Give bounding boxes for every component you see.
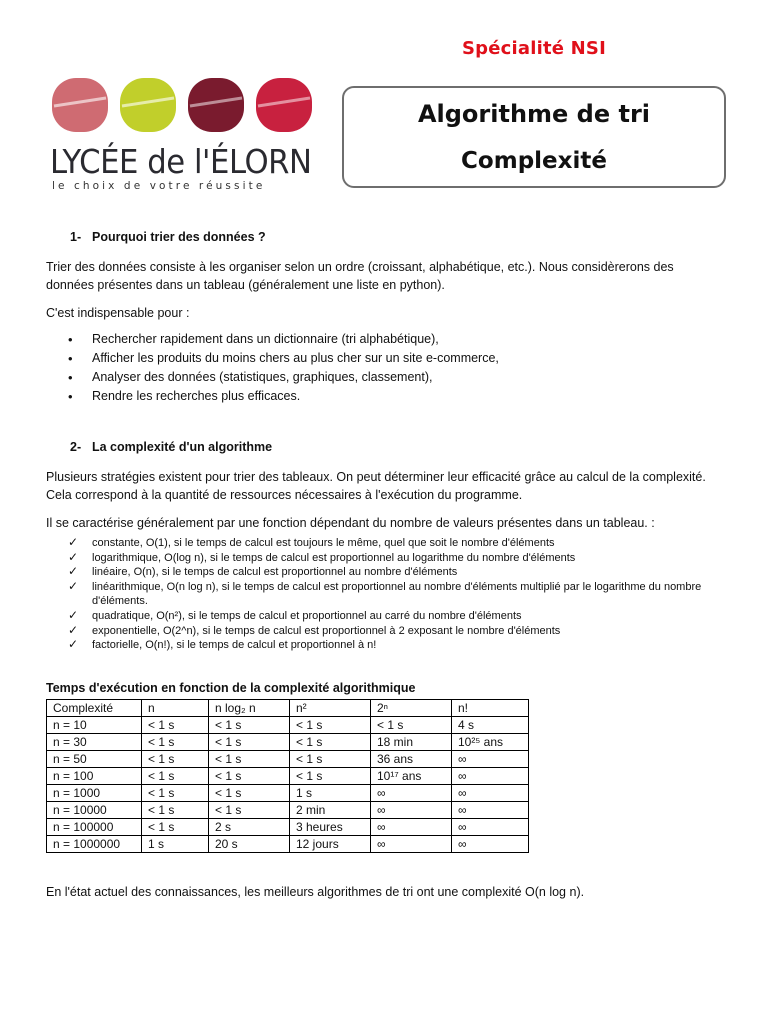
table-cell: 1 s bbox=[290, 784, 371, 801]
check-item: ✓ exponentielle, O(2^n), si le temps de calcul est proportionnel à 2 exposant le nombre d'éléments bbox=[68, 622, 561, 637]
table-cell: 10²⁵ ans bbox=[452, 733, 529, 750]
table-header-cell: n² bbox=[290, 699, 371, 716]
table-cell: 2 s bbox=[209, 818, 290, 835]
table-cell: ∞ bbox=[371, 784, 452, 801]
table-cell: 3 heures bbox=[290, 818, 371, 835]
table-row bbox=[47, 818, 529, 835]
conclusion-text: En l'état actuel des connaissances, les meilleurs algorithmes de tri ont une complexité O(n log n). bbox=[46, 884, 585, 899]
table-cell: n = 100000 bbox=[47, 818, 142, 835]
table-title: Temps d'exécution en fonction de la complexité algorithmique bbox=[46, 680, 416, 695]
page-subtitle: Complexité bbox=[461, 148, 607, 174]
table-cell: < 1 s bbox=[142, 716, 209, 733]
school-logo bbox=[50, 76, 318, 196]
section-2-heading bbox=[70, 438, 722, 456]
table-cell: 2 min bbox=[290, 801, 371, 818]
checkmark-icon: ✓ bbox=[68, 564, 79, 579]
page-title: Algorithme de tri bbox=[417, 100, 651, 128]
checkmark-icon: ✓ bbox=[68, 549, 79, 564]
table-row bbox=[47, 733, 529, 750]
table-cell: < 1 s bbox=[142, 767, 209, 784]
table-cell: < 1 s bbox=[142, 750, 209, 767]
check-item: ✓ linéarithmique, O(n log n), si le temps de calcul est proportionnel au nombre d'éléments multiplié par le logarithme du nombre d'éléments. bbox=[68, 578, 702, 608]
table-cell: 20 s bbox=[209, 835, 290, 852]
table-cell: 18 min bbox=[371, 733, 452, 750]
table-header-cell: 2ⁿ bbox=[371, 699, 452, 716]
table-cell: < 1 s bbox=[209, 767, 290, 784]
table-cell: < 1 s bbox=[209, 716, 290, 733]
table-cell: n = 30 bbox=[47, 733, 142, 750]
checkmark-icon: ✓ bbox=[68, 578, 79, 593]
check-item: ✓ factorielle, O(n!), si le temps de calcul et proportionnel à n! bbox=[68, 637, 377, 652]
table-cell: < 1 s bbox=[209, 801, 290, 818]
school-tagline: le choix de votre réussite bbox=[52, 180, 266, 192]
table-cell: < 1 s bbox=[290, 767, 371, 784]
table-header-cell: Complexité bbox=[47, 699, 142, 716]
table-header-cell: n log₂ n bbox=[209, 699, 290, 716]
table-row bbox=[47, 784, 529, 801]
table-header-cell: n! bbox=[452, 699, 529, 716]
complexity-table bbox=[46, 699, 529, 853]
check-item: ✓ quadratique, O(n²), si le temps de calcul et proportionnel au carré du nombre d'éléments bbox=[68, 607, 522, 622]
check-item: ✓ logarithmique, O(log n), si le temps de calcul est proportionnel au logarithme du nombre d'éléments bbox=[68, 549, 576, 564]
table-cell: ∞ bbox=[452, 835, 529, 852]
table-cell: ∞ bbox=[452, 818, 529, 835]
table-cell: ∞ bbox=[452, 767, 529, 784]
section-1-title: Pourquoi trier des données ? bbox=[92, 230, 266, 244]
table-cell: 36 ans bbox=[371, 750, 452, 767]
table-cell: < 1 s bbox=[142, 801, 209, 818]
school-name: LYCÉE de l'ÉLORN bbox=[50, 142, 312, 181]
table-cell: ∞ bbox=[371, 801, 452, 818]
table-row bbox=[47, 716, 529, 733]
table-cell: n = 1000000 bbox=[47, 835, 142, 852]
table-row bbox=[47, 835, 529, 852]
specialty-label: Spécialité NSI bbox=[462, 38, 606, 59]
table-cell: 1 s bbox=[142, 835, 209, 852]
section-2-title: La complexité d'un algorithme bbox=[92, 440, 273, 454]
checkmark-icon: ✓ bbox=[68, 622, 79, 637]
table-cell: < 1 s bbox=[142, 733, 209, 750]
table-cell: ∞ bbox=[371, 818, 452, 835]
table-cell: < 1 s bbox=[142, 818, 209, 835]
table-cell: ∞ bbox=[452, 801, 529, 818]
table-cell: n = 1000 bbox=[47, 784, 142, 801]
checkmark-icon: ✓ bbox=[68, 535, 79, 549]
table-cell: < 1 s bbox=[290, 733, 371, 750]
table-cell: < 1 s bbox=[290, 716, 371, 733]
bullet-item: • Afficher les produits du moins chers au plus cher sur un site e-commerce, bbox=[46, 349, 722, 368]
table-row bbox=[47, 767, 529, 784]
table-cell: < 1 s bbox=[142, 784, 209, 801]
document-body bbox=[46, 228, 722, 909]
table-cell: < 1 s bbox=[209, 750, 290, 767]
usage-bullet-list bbox=[46, 330, 722, 406]
table-cell: ∞ bbox=[452, 750, 529, 767]
table-cell: 10¹⁷ ans bbox=[371, 767, 452, 784]
section-2-para-1: Plusieurs stratégies existent pour trier des tableaux. On peut déterminer leur efficacité grâce au calcul de la complexité. Cela correspond à la quantité de ressources nécessaires à l'exécution du programme. bbox=[46, 470, 706, 502]
table-cell: ∞ bbox=[371, 835, 452, 852]
title-box bbox=[342, 86, 726, 188]
checkmark-icon: ✓ bbox=[68, 637, 79, 652]
section-1-number: 1- bbox=[70, 230, 82, 244]
table-row bbox=[47, 750, 529, 767]
bullet-item: • Analyser des données (statistiques, graphiques, classement), bbox=[46, 368, 722, 387]
bullet-item: • Rendre les recherches plus efficaces. bbox=[46, 387, 722, 406]
section-1-para-2: C'est indispensable pour : bbox=[46, 306, 190, 320]
section-2-para-2: Il se caractérise généralement par une fonction dépendant du nombre de valeurs présentes dans un tableau. : bbox=[46, 516, 655, 530]
table-cell: n = 100 bbox=[47, 767, 142, 784]
table-cell: ∞ bbox=[452, 784, 529, 801]
section-2-number: 2- bbox=[70, 440, 82, 454]
table-cell: n = 50 bbox=[47, 750, 142, 767]
table-cell: n = 10 bbox=[47, 716, 142, 733]
table-row bbox=[47, 801, 529, 818]
table-header-row bbox=[47, 699, 529, 716]
table-header-cell: n bbox=[142, 699, 209, 716]
section-1-heading bbox=[70, 228, 722, 246]
table-cell: n = 10000 bbox=[47, 801, 142, 818]
checkmark-icon: ✓ bbox=[68, 607, 79, 622]
table-cell: < 1 s bbox=[290, 750, 371, 767]
table-cell: 12 jours bbox=[290, 835, 371, 852]
section-1-para-1: Trier des données consiste à les organiser selon un ordre (croissant, alphabétique, etc.). Nous considèrerons des données présentes dans un tableau (généralement une liste en python). bbox=[46, 260, 674, 292]
check-item: ✓ constante, O(1), si le temps de calcul est toujours le même, quel que soit le nombre d'éléments bbox=[68, 535, 555, 549]
complexity-check-list bbox=[46, 536, 722, 653]
table-cell: 4 s bbox=[452, 716, 529, 733]
table-cell: < 1 s bbox=[209, 784, 290, 801]
bullet-item: • Rechercher rapidement dans un dictionnaire (tri alphabétique), bbox=[46, 330, 722, 349]
check-item: ✓ linéaire, O(n), si le temps de calcul est proportionnel au nombre d'éléments bbox=[68, 564, 458, 579]
table-cell: < 1 s bbox=[209, 733, 290, 750]
table-cell: < 1 s bbox=[371, 716, 452, 733]
logo-ovals bbox=[50, 76, 318, 138]
